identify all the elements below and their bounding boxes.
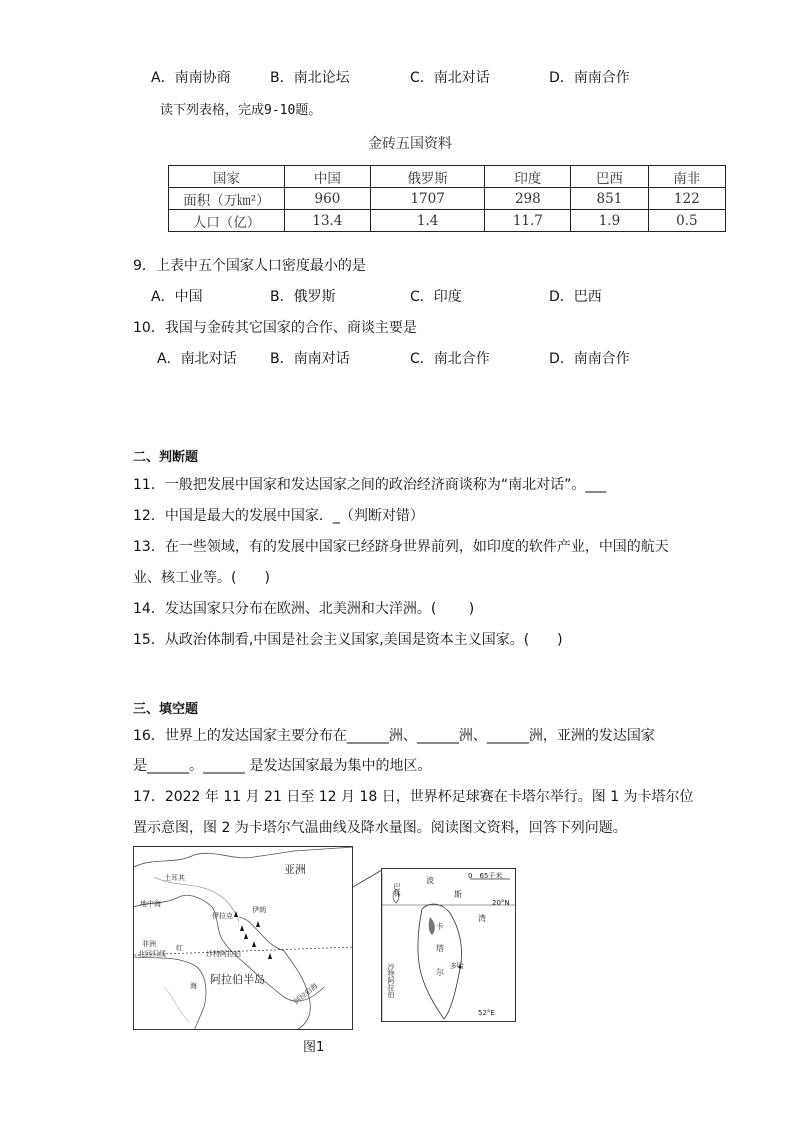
table-header-cell: 中国 [285, 166, 371, 188]
map2-label-er: 尔 [436, 968, 444, 977]
table-cell: 面积（万㎞²） [169, 188, 285, 210]
map2-label-doha: 多哈 [450, 962, 464, 970]
q9-option-b[interactable]: B．俄罗斯 [270, 289, 336, 305]
table-header-row [169, 166, 726, 188]
table-cell: 0.5 [648, 210, 725, 232]
map2-label-52e: 52°E [478, 1009, 495, 1017]
map1-label-africa: 非洲 [142, 940, 156, 948]
map1-label-turkey: 土耳其 [164, 874, 185, 882]
q8-option-a[interactable]: A．南南协商 [151, 70, 231, 86]
map2-label-bo: 波 [426, 876, 434, 885]
map1-label-red: 红 [176, 944, 183, 952]
fill-item-16-cont: 是______。______ 是发达国家最为集中的地区。 [133, 758, 432, 774]
table-cell: 1.9 [571, 210, 648, 232]
table-cell: 13.4 [285, 210, 371, 232]
q10-stem: 10．我国与金砖其它国家的合作、商谈主要是 [133, 320, 417, 336]
map2-label-ka: 卡 [436, 922, 444, 931]
fill-item-17-cont: 置示意图，图 2 为卡塔尔气温曲线及降水量图。阅读图文资料，回答下列问题。 [133, 820, 627, 836]
map-figure-1 [133, 846, 353, 1030]
qatar-map-drawing [382, 869, 516, 1022]
map1-label-tropic: 北回归线 [138, 950, 166, 958]
map1-label-asia: 亚洲 [284, 863, 306, 876]
q9-stem: 9．上表中五个国家人口密度最小的是 [133, 258, 366, 274]
map-figure-2 [381, 868, 516, 1022]
table-cell: 298 [485, 188, 571, 210]
q8-option-b[interactable]: B．南北论坛 [270, 70, 350, 86]
table-cell: 960 [285, 188, 371, 210]
table-cell: 122 [648, 188, 725, 210]
map1-label-arabian-peninsula: 阿拉伯半岛 [210, 973, 265, 986]
map2-label-ta: 塔 [436, 944, 444, 953]
table-cell: 人口（亿） [169, 210, 285, 232]
table-title: 金砖五国资料 [368, 136, 452, 152]
judge-item-13-cont: 业、核工业等。( ) [133, 570, 270, 586]
table-row [169, 188, 726, 210]
table-cell: 1707 [370, 188, 485, 210]
judge-item-11: 11．一般把发展中国家和发达国家之间的政治经济商谈称为“南北对话”。___ [133, 477, 607, 493]
q8-option-d[interactable]: D．南南合作 [549, 70, 630, 86]
judge-item-12: 12．中国是最大的发展中国家．_（判断对错） [133, 508, 424, 524]
table-intro: 读下列表格，完成9-10题。 [160, 103, 322, 118]
table-cell: 1.4 [370, 210, 485, 232]
q9-option-a[interactable]: A．中国 [151, 289, 203, 305]
q10-option-b[interactable]: B．南南对话 [270, 351, 350, 367]
section-2-title: 二、判断题 [133, 450, 199, 465]
map2-label-saudi: 沙特阿拉伯 [387, 963, 395, 998]
fill-item-17: 17．2022 年 11 月 21 日至 12 月 18 日，世界杯足球赛在卡塔尔举行。图 1 为卡塔尔位 [133, 789, 694, 805]
q10-option-d[interactable]: D．南南合作 [549, 351, 630, 367]
fill-item-16: 16．世界上的发达国家主要分布在______洲、______洲、______洲，亚洲的发达国家 [133, 728, 655, 744]
map2-label-wan: 湾 [478, 914, 486, 923]
judge-item-14: 14．发达国家只分布在欧洲、北美洲和大洋洲。( ) [133, 601, 475, 617]
section-3-title: 三、填空题 [133, 702, 199, 717]
brics-table [168, 165, 726, 232]
q10-option-a[interactable]: A．南北对话 [157, 351, 237, 367]
q10-option-c[interactable]: C．南北合作 [410, 351, 490, 367]
map1-label-iraq: 伊拉克 [212, 912, 233, 920]
table-header-cell: 国家 [169, 166, 285, 188]
table-row [169, 210, 726, 232]
q8-option-c[interactable]: C．南北对话 [410, 70, 490, 86]
q9-option-d[interactable]: D．巴西 [549, 289, 602, 305]
table-header-cell: 印度 [485, 166, 571, 188]
q9-option-c[interactable]: C．印度 [410, 289, 462, 305]
map2-label-bahrain: 巴林 [393, 883, 401, 897]
map1-label-saudi: 沙特阿拉伯 [206, 950, 241, 958]
map2-label-si: 斯 [454, 890, 462, 899]
table-cell: 851 [571, 188, 648, 210]
judge-item-13: 13．在一些领域，有的发展中国家已经跻身世界前列，如印度的软件产业，中国的航天 [133, 539, 669, 555]
map1-label-sea: 海 [190, 982, 197, 990]
judge-item-15: 15．从政治体制看,中国是社会主义国家,美国是资本主义国家。( ) [133, 632, 563, 648]
table-header-cell: 俄罗斯 [370, 166, 485, 188]
map1-label-arabian-sea: 阿拉伯海 [292, 981, 320, 1007]
table-header-cell: 南非 [648, 166, 725, 188]
map1-label-mediterranean: 地中海 [140, 900, 161, 908]
map1-label-iran: 伊朗 [252, 906, 266, 914]
map2-label-20n: 20°N [492, 899, 510, 907]
map2-scale: 0 65千米 [468, 872, 503, 880]
figure-1-caption: 图1 [303, 1040, 325, 1055]
table-cell: 11.7 [485, 210, 571, 232]
table-header-cell: 巴西 [571, 166, 648, 188]
